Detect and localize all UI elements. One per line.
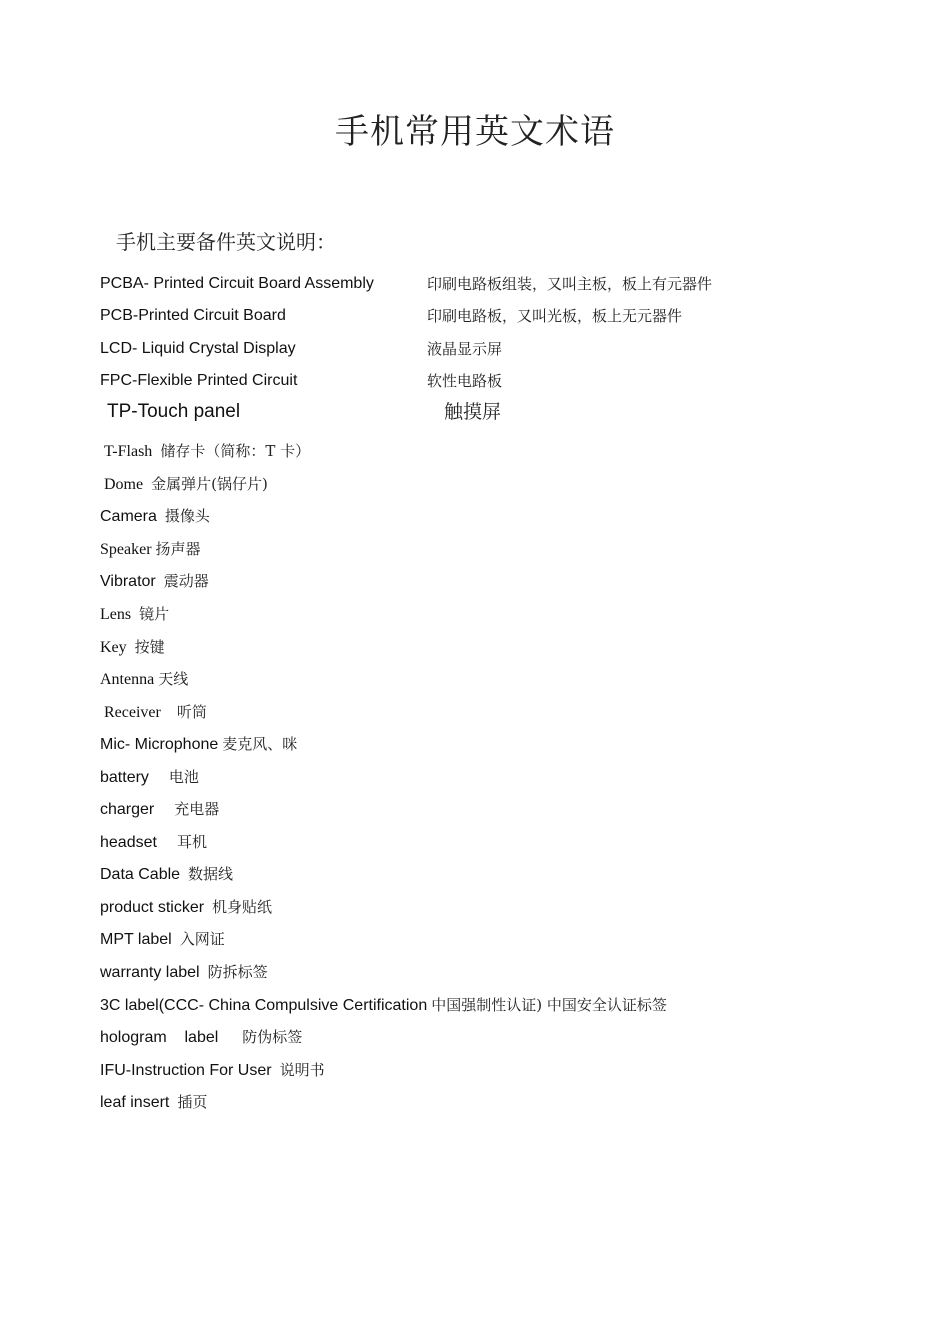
term-item — [100, 832, 207, 853]
term-en: Camera — [100, 508, 157, 525]
term-zh: 印刷电路板组装，又叫主板，板上有元器件 — [427, 275, 713, 293]
term-zh: 麦克风、咪 — [222, 735, 298, 753]
term-en: T-Flash — [104, 443, 153, 460]
term-zh: 金属弹片(锅仔片) — [151, 475, 268, 493]
term-zh: 充电器 — [174, 800, 220, 818]
term-en: battery — [100, 769, 149, 786]
term-zh: 天线 — [158, 670, 189, 688]
term-item — [100, 637, 165, 658]
term-row-pcba — [100, 274, 713, 294]
term-zh: 入网证 — [179, 930, 225, 948]
term-item — [100, 1092, 207, 1113]
term-en: Key — [100, 639, 127, 656]
term-en: IFU-Instruction For User — [100, 1062, 272, 1079]
term-zh: 电池 — [168, 768, 199, 786]
term-item — [100, 506, 210, 527]
term-en: product sticker — [100, 899, 205, 916]
term-zh: 听筒 — [176, 703, 207, 721]
term-item — [100, 571, 209, 592]
term-zh: 机身贴纸 — [212, 898, 273, 916]
term-en: TP-Touch panel — [107, 401, 241, 422]
term-item — [100, 864, 233, 885]
term-zh: 说明书 — [279, 1061, 325, 1079]
term-en: warranty label — [100, 964, 200, 981]
term-item — [104, 441, 310, 462]
term-row-fpc — [100, 371, 503, 391]
term-en: Speaker — [100, 541, 152, 558]
term-item — [100, 604, 169, 625]
term-en: Data Cable — [100, 866, 181, 883]
term-zh: 耳机 — [176, 833, 207, 851]
term-zh: 镜片 — [139, 605, 170, 623]
term-item — [100, 929, 225, 950]
term-en: leaf insert — [100, 1094, 170, 1111]
term-en: Antenna — [100, 671, 155, 688]
term-row-pcb — [100, 306, 683, 326]
term-item — [100, 799, 219, 820]
term-en: hologram label — [100, 1029, 219, 1046]
term-en: Mic- Microphone — [100, 736, 219, 753]
term-en: Vibrator — [100, 573, 156, 590]
term-zh: 震动器 — [163, 572, 209, 590]
term-zh: 数据线 — [188, 865, 234, 883]
term-en: FPC-Flexible Printed Circuit — [100, 372, 298, 389]
term-item — [100, 734, 297, 755]
term-zh: 储存卡（简称：T 卡） — [160, 442, 311, 460]
term-en: PCB-Printed Circuit Board — [100, 307, 286, 324]
term-item — [100, 897, 272, 918]
term-zh: 防伪标签 — [242, 1028, 303, 1046]
term-item — [100, 1027, 302, 1048]
term-zh: 液晶显示屏 — [427, 340, 503, 358]
term-en: Lens — [100, 606, 132, 623]
term-en: headset — [100, 834, 157, 851]
term-zh: 扬声器 — [155, 540, 201, 558]
term-item — [100, 995, 667, 1016]
term-row-tp — [107, 401, 502, 423]
term-en: LCD- Liquid Crystal Display — [100, 340, 296, 357]
term-zh: 插页 — [177, 1093, 208, 1111]
term-row-lcd — [100, 339, 503, 359]
term-item — [104, 702, 207, 723]
term-en: Dome — [104, 476, 144, 493]
term-item — [100, 1060, 325, 1081]
term-zh: 印刷电路板，又叫光板，板上无元器件 — [427, 307, 683, 325]
term-zh: 摄像头 — [164, 507, 210, 525]
term-item — [100, 767, 199, 788]
term-zh: 防拆标签 — [207, 963, 268, 981]
term-en: charger — [100, 801, 155, 818]
term-zh: 按键 — [134, 638, 165, 656]
term-item — [100, 669, 188, 690]
term-item — [100, 962, 268, 983]
term-zh: 触摸屏 — [444, 401, 502, 423]
term-zh: 中国强制性认证) 中国安全认证标签 — [431, 996, 667, 1014]
page-title: 手机常用英文术语 — [335, 112, 615, 152]
term-item — [104, 474, 268, 495]
term-en: 3C label(CCC- China Compulsive Certification — [100, 997, 428, 1014]
term-zh: 软性电路板 — [427, 372, 503, 390]
term-item — [100, 539, 201, 560]
term-en: PCBA- Printed Circuit Board Assembly — [100, 275, 374, 292]
term-en: Receiver — [104, 704, 161, 721]
section-heading: 手机主要备件英文说明： — [116, 230, 336, 254]
term-en: MPT label — [100, 931, 172, 948]
